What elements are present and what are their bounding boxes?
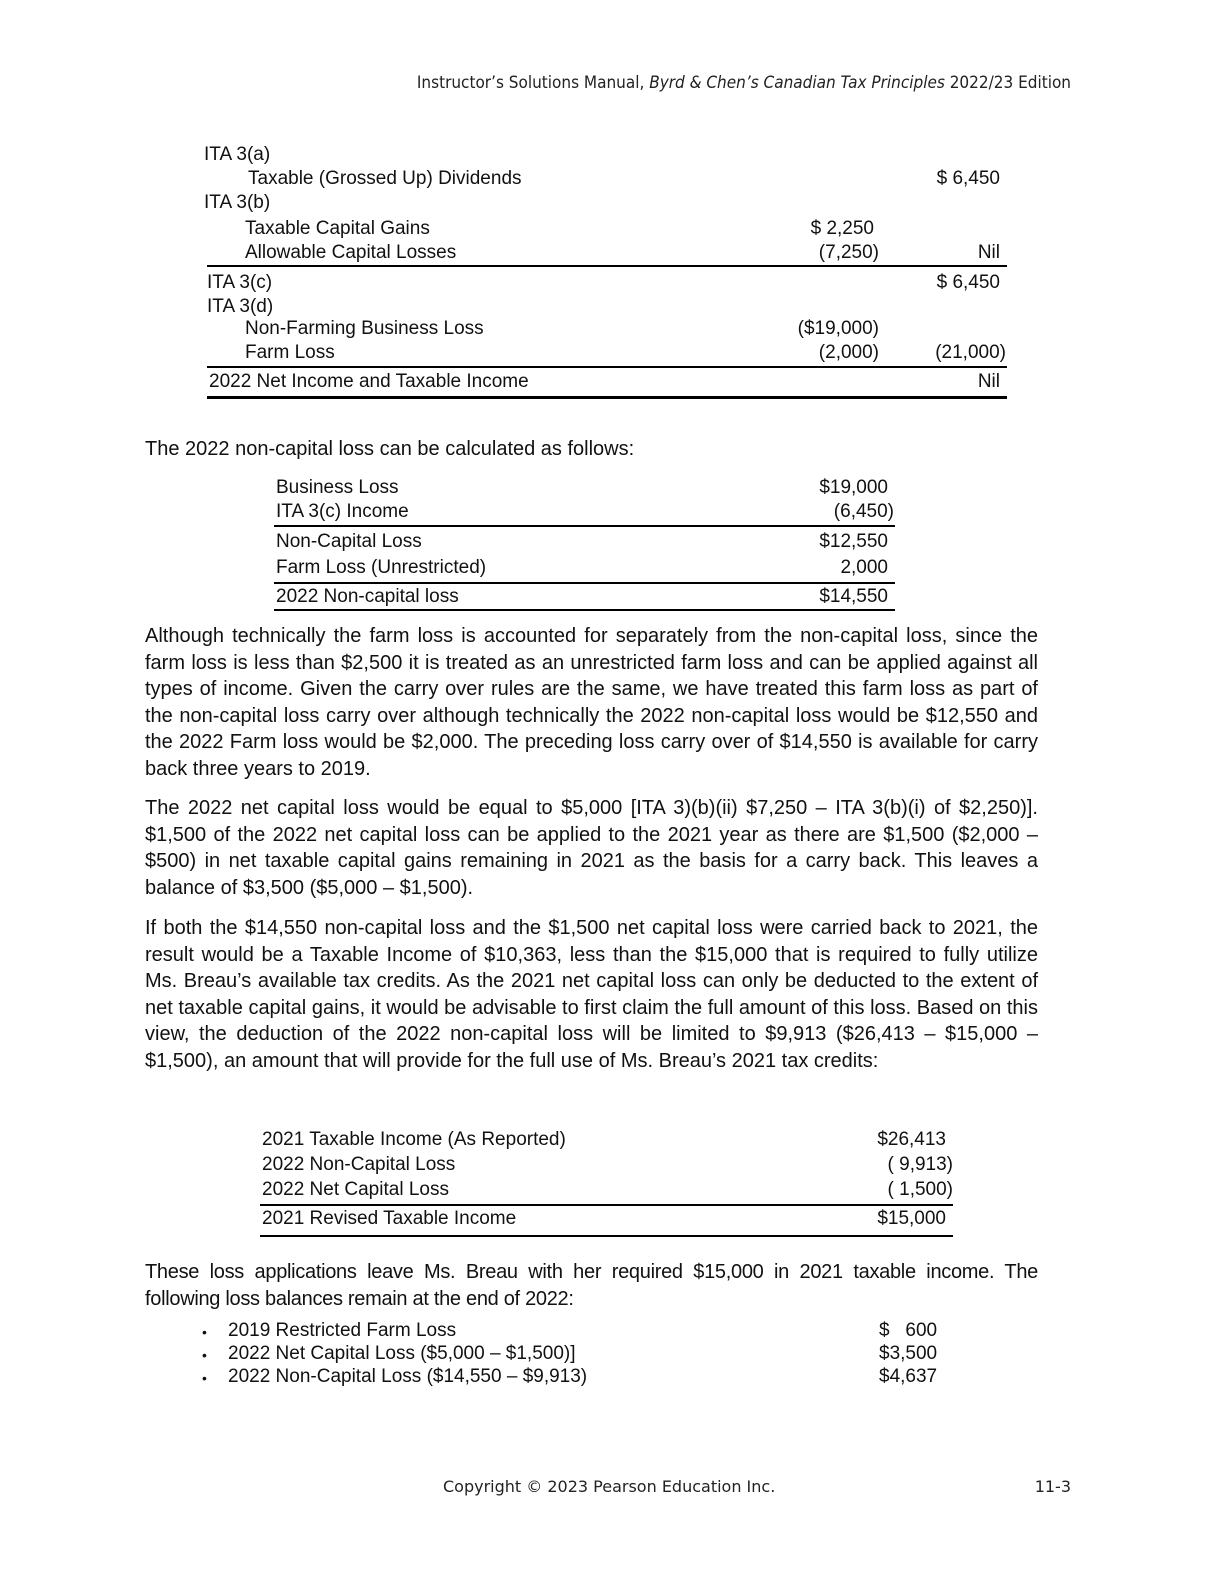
table-cell-total: (21,000) [935, 342, 1006, 363]
paragraph-farm-loss: Although technically the farm loss is accounted for separately from the non-capital loss, since the farm loss is less than $2,500 it is treated as an unrestricted farm loss and can be applied against all types of income. Given the carry over rules are the same, we have treated this farm loss as part of the non-capital loss carry over although technically the 2022 non-capital loss would be $12,550 and the 2022 Farm loss would be $2,000. The preceding loss carry over of $14,550 is available for carry back three years to 2019. [145, 625, 1038, 780]
list-item-value: $ 600 [879, 1320, 938, 1341]
table-row-label: Business Loss [276, 477, 399, 498]
table-row-label: Non-Capital Loss [276, 531, 422, 552]
list-item-value: $3,500 [879, 1343, 938, 1364]
page-number: 11-3 [1034, 1477, 1071, 1496]
table-row-label: Taxable (Grossed Up) Dividends [248, 168, 522, 189]
table-row-label: 2022 Net Capital Loss [262, 1179, 449, 1200]
list-item-label: 2019 Restricted Farm Loss [228, 1320, 457, 1341]
table-row-label: 2022 Non-Capital Loss [262, 1154, 456, 1175]
table-row-label: ITA 3(b) [204, 192, 271, 213]
header-book-title: Byrd & Chen’s Canadian Tax Principles [649, 73, 945, 93]
table-row-label: ITA 3(d) [207, 296, 274, 317]
table-cell-value: $12,550 [819, 531, 888, 552]
divider [260, 1204, 953, 1206]
table-cell-value: ( 1,500) [887, 1179, 953, 1200]
divider [207, 366, 1007, 368]
table-row-label: ITA 3(c) Income [276, 501, 409, 522]
table-cell-value: $26,413 [877, 1129, 946, 1150]
table-row-label: ITA 3(c) [207, 272, 273, 293]
table-cell-amount: (2,000) [818, 342, 879, 363]
double-underline [207, 396, 1007, 399]
paragraph-balances-intro: These loss applications leave Ms. Breau with her required $15,000 in 2021 taxable income. The following loss balances remain at the end of 2022: [145, 1261, 1038, 1310]
table-cell-total: Nil [977, 242, 1000, 263]
list-item-label: 2022 Non-Capital Loss ($14,550 – $9,913) [228, 1366, 588, 1387]
bullet-icon: • [202, 1370, 207, 1386]
table-row-label: 2022 Net Income and Taxable Income [209, 371, 529, 392]
table-cell-total: Nil [977, 371, 1000, 392]
header-prefix: Instructor’s Solutions Manual, [416, 73, 650, 93]
header-suffix: 2022/23 Edition [944, 73, 1071, 93]
table-cell-value: $14,550 [819, 586, 888, 607]
table-row-label: Farm Loss (Unrestricted) [276, 557, 487, 578]
footer-copyright: Copyright © 2023 Pearson Education Inc. [443, 1477, 776, 1496]
paragraph-net-capital-loss: The 2022 net capital loss would be equal to $5,000 [ITA 3)(b)(ii) $7,250 – ITA 3(b)(i) of $2,250)]. $1,500 of the 2022 net capital loss can be applied to the 2021 year as there are $1,500 ($2,000 – $500) in net taxable capital gains remaining in 2021 as the basis for a carry back. This leaves a balance of $3,500 ($5,000 – $1,500). [145, 797, 1038, 899]
table-cell-amount: $ 2,250 [810, 218, 874, 239]
table-cell-amount: (7,250) [818, 242, 879, 263]
paragraph-carryback: If both the $14,550 non-capital loss and the $1,500 net capital loss were carried back to 2021, the result would be a Taxable Income of $10,363, less than the $15,000 that is required to fully utilize Ms. Breau’s available tax credits. As the 2021 net capital loss can only be deducted to the extent of net taxable capital gains, it would be advisable to first claim the full amount of this loss. Based on this view, the deduction of the 2022 non-capital loss will be limited to $9,913 ($26,413 – $15,000 – $1,500), an amount that will provide for the full use of Ms. Breau’s 2021 tax credits: [145, 917, 1038, 1072]
divider [207, 265, 1007, 267]
divider [274, 582, 895, 584]
list-item-label: 2022 Net Capital Loss ($5,000 – $1,500)] [228, 1343, 576, 1364]
table-row-label: ITA 3(a) [204, 144, 271, 165]
table-cell-total: $ 6,450 [936, 168, 1000, 189]
underline [274, 609, 895, 611]
intro-noncap-text: The 2022 non-capital loss can be calculated as follows: [145, 438, 635, 460]
table-row-label: Non-Farming Business Loss [245, 318, 484, 339]
table-cell-value: (6,450) [833, 501, 894, 522]
divider [274, 525, 895, 527]
table-cell-value: 2,000 [840, 557, 888, 578]
table-row-label: 2022 Non-capital loss [276, 586, 459, 607]
table-cell-value: $19,000 [819, 477, 888, 498]
bullet-icon: • [202, 1324, 207, 1340]
table-cell-amount: ($19,000) [797, 318, 879, 339]
table-row-label: 2021 Revised Taxable Income [262, 1208, 517, 1229]
page-header [417, 73, 1071, 93]
list-item-value: $4,637 [879, 1366, 938, 1387]
underline [260, 1235, 953, 1237]
table-row-label: Allowable Capital Losses [245, 242, 457, 263]
table-cell-value: ( 9,913) [887, 1154, 953, 1175]
table-row-label: 2021 Taxable Income (As Reported) [262, 1129, 566, 1150]
table-cell-value: $15,000 [877, 1208, 946, 1229]
table-row-label: Farm Loss [245, 342, 335, 363]
table-cell-total: $ 6,450 [936, 272, 1000, 293]
table-row-label: Taxable Capital Gains [245, 218, 430, 239]
bullet-icon: • [202, 1347, 207, 1363]
